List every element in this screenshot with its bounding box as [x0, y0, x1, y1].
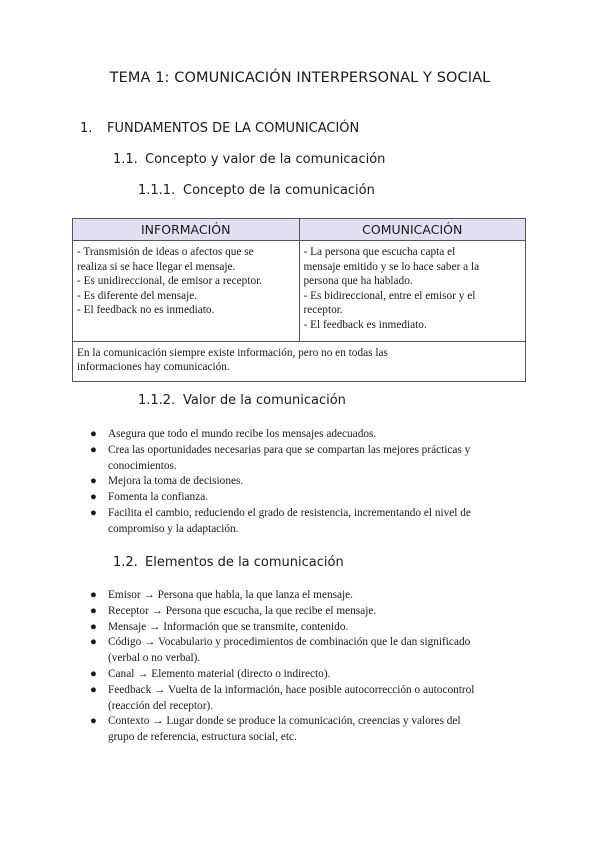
cell-footer [73, 341, 526, 381]
list-item [90, 604, 530, 620]
list-item-text: Crea las oportunidades necesarias para que se compartan las mejores prácticas y [108, 443, 471, 456]
section-label: Concepto y valor de la comunicación [145, 152, 386, 167]
section-heading-1-2 [113, 555, 344, 570]
list-item-text: (reacción del receptor). [108, 699, 214, 712]
bullet-icon: ● [90, 715, 97, 728]
section-heading-1-1 [113, 152, 385, 167]
section-number: 1.1.1. [138, 183, 176, 198]
bullet-icon: ● [90, 443, 97, 456]
cell-line: - Es diferente del mensaje. [77, 289, 198, 302]
list-item [90, 490, 530, 506]
cell-line: mensaje emitido y se lo hace saber a la [303, 260, 480, 273]
bullet-icon: ● [90, 636, 97, 649]
section-number: 1.1. [113, 152, 138, 167]
cell-line: informaciones hay comunicación. [77, 361, 230, 374]
list-item-text: Contexto → Lugar donde se produce la comunicación, creencias y valores del [108, 715, 461, 728]
list-item-text: Mensaje → Información que se transmite, contenido. [108, 620, 349, 633]
list-item-text: (verbal o no verbal). [108, 652, 201, 665]
list-item [90, 588, 530, 604]
list-item [90, 714, 530, 746]
cell-line: - Es bidireccional, entre el emisor y el [303, 289, 476, 302]
cell-line: realiza si se hace llegar el mensaje. [77, 260, 236, 273]
list-item [90, 474, 530, 490]
section-label: Concepto de la comunicación [183, 183, 375, 198]
bullet-icon: ● [90, 506, 97, 519]
section-number: 1.1.2. [138, 393, 176, 408]
bullet-icon: ● [90, 604, 97, 617]
bullet-icon: ● [90, 589, 97, 601]
section-label: Elementos de la comunicación [145, 555, 344, 570]
section-number: 1. [80, 121, 93, 136]
table-row [73, 241, 526, 342]
bullet-icon: ● [90, 683, 97, 696]
section-heading-1-1-2 [138, 393, 346, 408]
cell-line: receptor. [303, 304, 343, 317]
bullet-icon: ● [90, 667, 97, 680]
list-item-text: Emisor → Persona que habla, la que lanza el mensaje. [108, 589, 353, 601]
list-item-text: conocimientos. [108, 459, 177, 472]
valor-list [90, 427, 530, 538]
cell-comunicacion [299, 241, 526, 342]
section-number: 1.2. [113, 555, 138, 570]
elementos-list [90, 588, 530, 746]
page-title: TEMA 1: COMUNICACIÓN INTERPERSONAL Y SOCIAL [109, 70, 491, 86]
cell-line: En la comunicación siempre existe información, pero no en todas las [77, 346, 388, 359]
list-item [90, 667, 530, 683]
cell-line: persona que ha hablado. [303, 275, 413, 288]
comparison-table [72, 218, 526, 382]
list-item-text: Facilita el cambio, reduciendo el grado de resistencia, incrementando el nivel de [108, 506, 471, 519]
list-item [90, 427, 530, 443]
list-item-text: Mejora la toma de decisiones. [108, 475, 244, 488]
list-item-text: Fomenta la confianza. [108, 491, 209, 504]
table-footer-row [73, 341, 526, 381]
section-heading-1 [80, 121, 359, 136]
list-item-text: Receptor → Persona que escucha, la que recibe el mensaje. [108, 604, 377, 617]
cell-line: - El feedback es inmediato. [303, 318, 427, 331]
cell-line: - La persona que escucha capta el [303, 246, 456, 258]
header-comunicacion: COMUNICACIÓN [299, 219, 526, 241]
header-informacion: INFORMACIÓN [73, 219, 300, 241]
table-header-row [73, 219, 526, 241]
list-item-text: Canal → Elemento material (directo o indirecto). [108, 667, 331, 680]
bullet-icon: ● [90, 491, 97, 504]
list-item [90, 635, 530, 667]
list-item [90, 620, 530, 636]
list-item [90, 443, 530, 475]
list-item-text: grupo de referencia, estructura social, etc. [108, 731, 297, 744]
cell-line: - El feedback no es inmediato. [77, 304, 215, 317]
list-item-text: Código → Vocabulario y procedimientos de combinación que le dan significado [108, 636, 471, 649]
cell-line: - Transmisión de ideas o afectos que se [77, 246, 254, 258]
cell-informacion [73, 241, 300, 342]
list-item-text: Feedback → Vuelta de la información, hace posible autocorrección o autocontrol [108, 683, 475, 696]
list-item-text: Asegura que todo el mundo recibe los mensajes adecuados. [108, 428, 377, 440]
cell-line: - Es unidireccional, de emisor a receptor. [77, 275, 263, 288]
section-label: FUNDAMENTOS DE LA COMUNICACIÓN [107, 121, 360, 136]
list-item-text: compromiso y la adaptación. [108, 522, 239, 535]
section-label: Valor de la comunicación [183, 393, 346, 408]
list-item [90, 506, 530, 538]
list-item [90, 683, 530, 715]
bullet-icon: ● [90, 620, 97, 633]
bullet-icon: ● [90, 428, 97, 440]
bullet-icon: ● [90, 475, 97, 488]
section-heading-1-1-1 [138, 183, 375, 198]
